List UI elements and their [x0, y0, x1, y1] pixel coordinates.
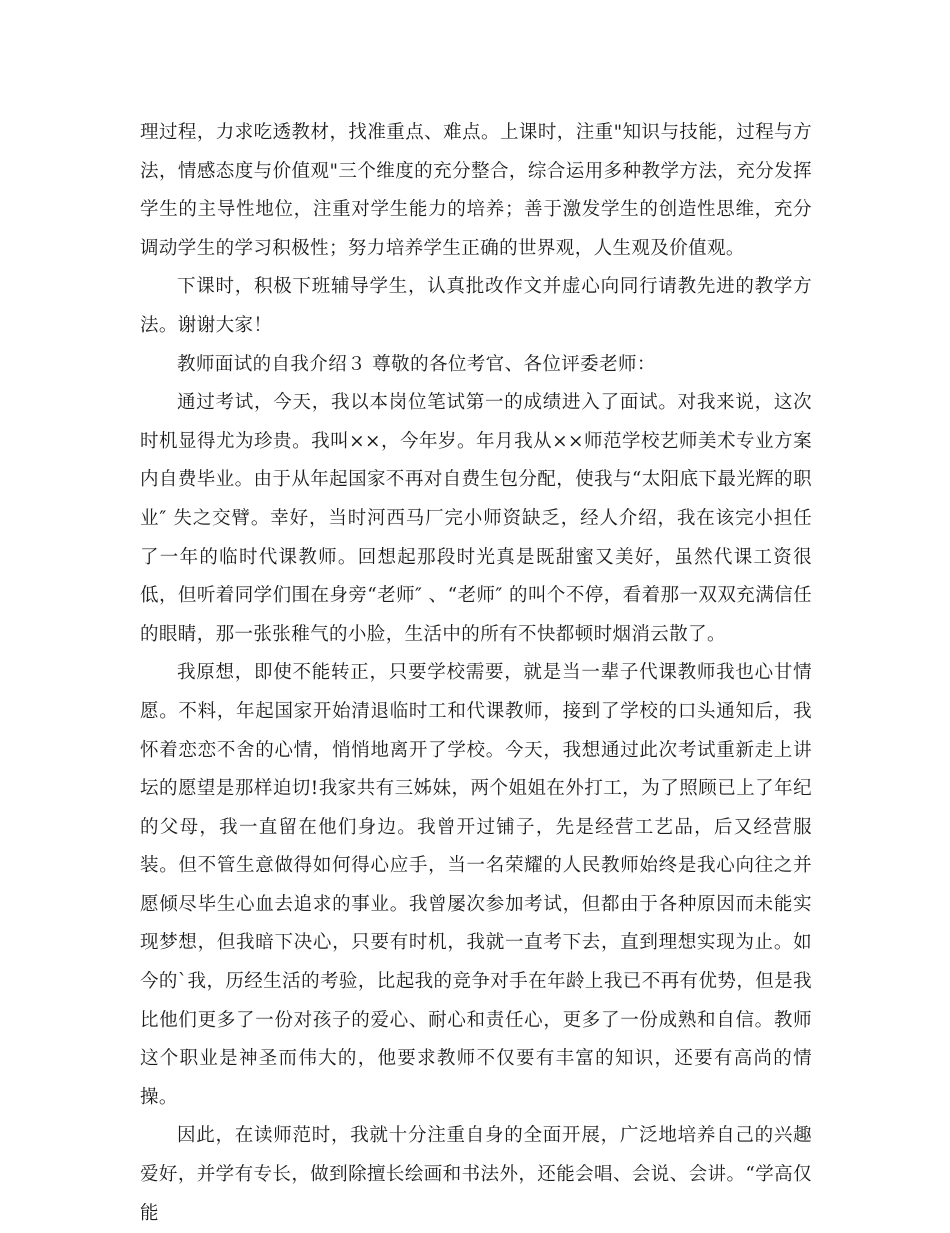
- paragraph-5: 我原想，即使不能转正，只要学校需要，就是当一辈子代课教师我也心甘情愿。不料，年起国家开始清退临时工和代课教师，接到了学校的口头通知后，我怀着恋恋不舍的心情，悄悄地离开了学校。今天，我想通过此次考试重新走上讲坛的愿望是那样迫切!我家共有三姊妹，两个姐姐在外打工，为了照顾已上了年纪的父母，我一直留在他们身边。我曾开过铺子，先是经营工艺品，后又经营服装。但不管生意做得如何得心应手，当一名荣耀的人民教师始终是我心向往之并愿倾尽毕生心血去追求的事业。我曾屡次参加考试，但都由于各种原因而未能实现梦想，但我暗下决心，只要有时机，我就一直考下去，直到理想实现为止。如今的`我，历经生活的考验，比起我的竞争对手在年龄上我已不再有优势，但是我比他们更多了一份对孩子的爱心、耐心和责任心，更多了一份成熟和自信。教师这个职业是神圣而伟大的，他要求教师不仅要有丰富的知识，还要有高尚的情操。: [140, 662, 812, 1108]
- paragraph-3-heading: 教师面试的自我介绍３ 尊敬的各位考官、各位评委老师：: [177, 353, 656, 375]
- paragraph-1: 理过程，力求吃透教材，找准重点、难点。上课时，注重"知识与技能，过程与方法，情感态度与价值观"三个维度的充分整合，综合运用多种教学方法，充分发挥学生的主导性地位，注重对学生能力的培养；善于激发学生的创造性思维，充分调动学生的学习积极性；努力培养学生正确的世界观，人生观及价值观。: [140, 122, 812, 259]
- document-body: [140, 114, 812, 1233]
- paragraph-2: 下课时，积极下班辅导学生，认真批改作文并虚心向同行请教先进的教学方法。谢谢大家！: [140, 276, 812, 336]
- paragraph-4: 通过考试，今天，我以本岗位笔试第一的成绩进入了面试。对我来说，这次时机显得尤为珍贵。我叫××，今年岁。年月我从××师范学校艺师美术专业方案内自费毕业。由于从年起国家不再对自费生包分配，使我与“太阳底下最光辉的职业″ 失之交臂。幸好，当时河西马厂完小师资缺乏，经人介绍，我在该完小担任了一年的临时代课教师。回想起那段时光真是既甜蜜又美好，虽然代课工资很低，但听着同学们围在身旁“老师″ 、“老师″ 的叫个不停，看着那一双双充满信任的眼睛，那一张张稚气的小脸，生活中的所有不快都顿时烟消云散了。: [140, 392, 812, 645]
- paragraph-6: 因此，在读师范时，我就十分注重自身的全面开展，广泛地培养自己的兴趣爱好，并学有专长，做到除擅长绘画和书法外，还能会唱、会说、会讲。“学高仅能: [140, 1125, 812, 1224]
